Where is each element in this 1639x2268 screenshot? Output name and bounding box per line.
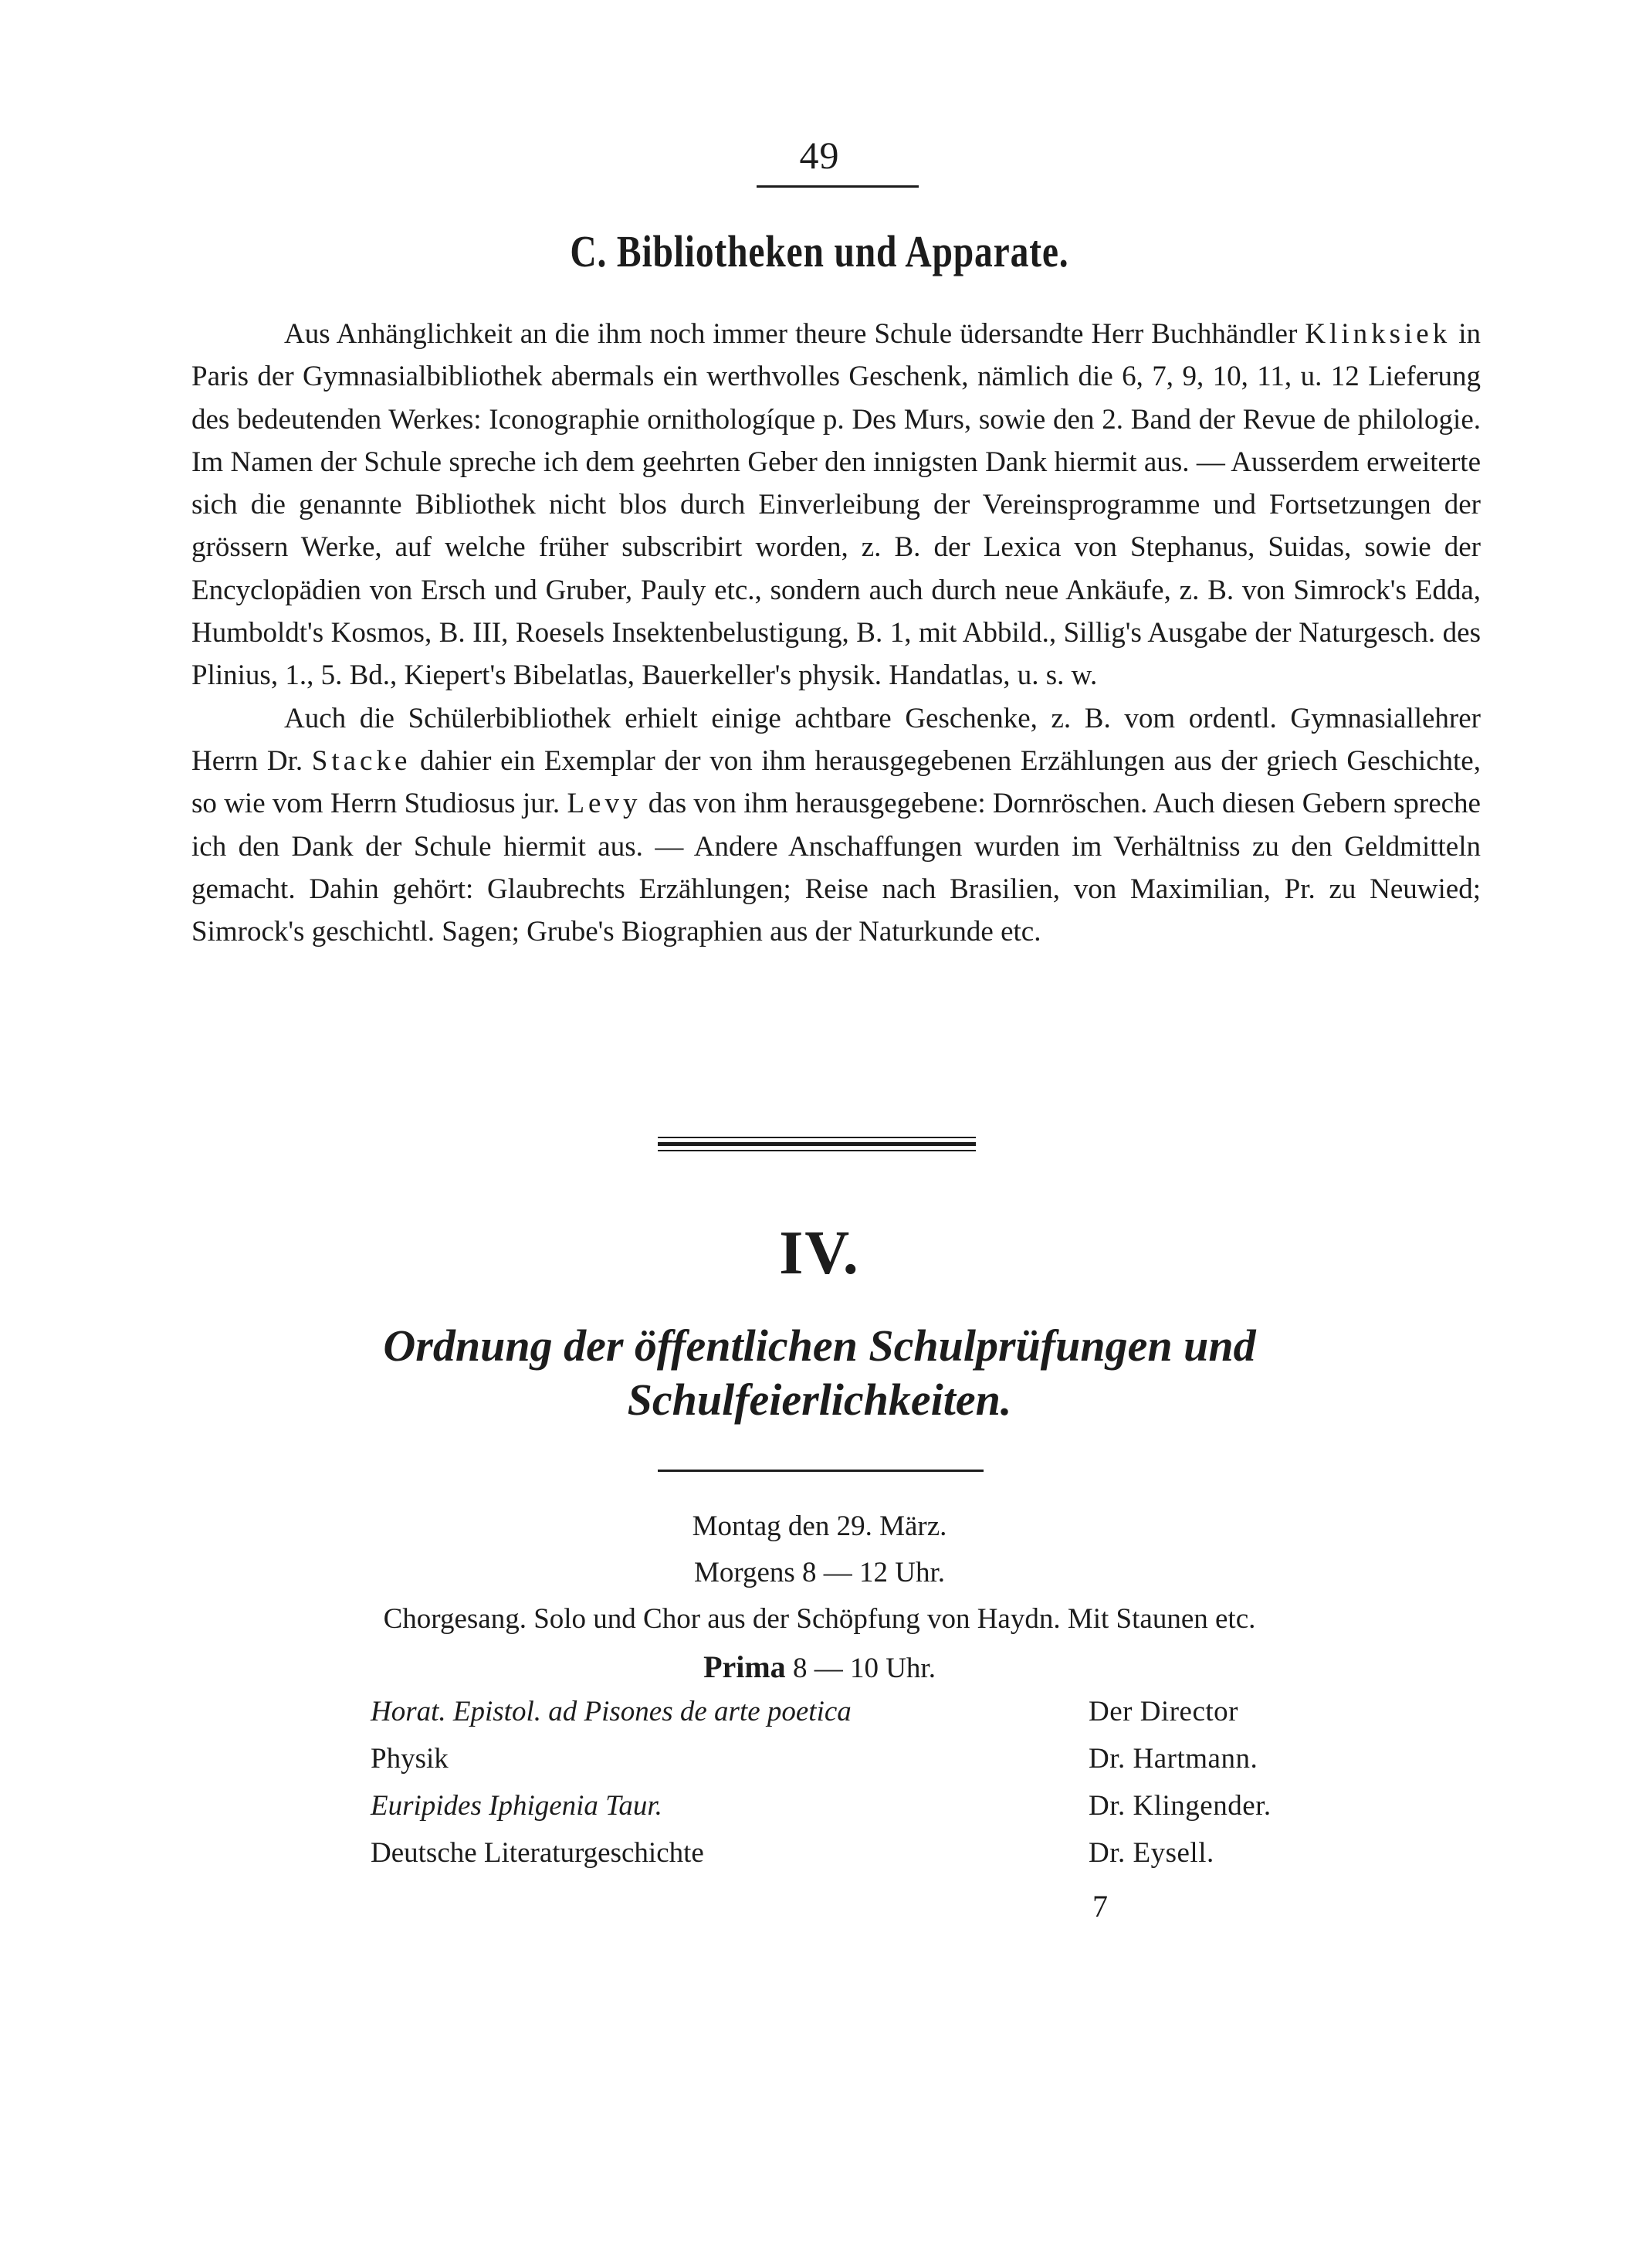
schedule-teacher: Dr. Hartmann. <box>1089 1743 1258 1775</box>
class-name: Prima <box>703 1649 786 1684</box>
text-run: Aus Anhänglichkeit an die ihm noch immer theure Schule üdersandte Herr Buchhändler <box>284 318 1305 350</box>
class-time: 8 — 10 Uhr. <box>792 1653 936 1684</box>
schedule-teacher: Dr. Klingender. <box>1089 1790 1272 1822</box>
page-number-rule <box>757 185 919 188</box>
schedule-subject: Horat. Epistol. ad Pisones de arte poetica <box>371 1696 852 1727</box>
schedule-subject: Euripides Iphigenia Taur. <box>371 1790 662 1822</box>
exam-date: Montag den 29. März. <box>692 1510 947 1542</box>
library-report-text <box>191 313 1481 953</box>
schedule-teacher: Der Director <box>1089 1696 1238 1727</box>
spaced-name: Levy <box>567 788 642 820</box>
schedule-teacher: Dr. Eysell. <box>1089 1837 1214 1869</box>
spaced-name: Stacke <box>311 744 411 777</box>
text-run: das von ihm herausgegebene: Dornröschen. Auch diesen Gebern spreche ich den Dank der Schule hiermit aus. — Andere Anschaffungen wurden im Verhältniss zu den Geldmitteln gemacht. Dahin gehört: Glaubrechts Erzählungen; Reise nach Brasilien, von Maximilian, Pr. zu Neuwied; Simrock's geschichtl. Sagen; Grube's Biographien aus der Naturkunde etc. <box>191 788 1481 948</box>
section-heading: C. Bibliotheken und Apparate. <box>570 226 1069 276</box>
text-run: in Paris der Gymnasialbibliothek abermals ein werthvolles Geschenk, nämlich die 6, 7, 9, 10, 11, u. 12 Lieferung des bedeutenden Werkes: Iconographie ornithologíque p. Des Murs, sowie den 2. Band der Revue de philologie. Im Namen der Schule spreche ich dem geehrten Geber den innigsten Dank hiermit aus. — Ausserdem erweiterte sich die genannte Bibliothek nicht blos durch Einverleibung der Vereinsprogramme und Fortsetzungen der grössern Werke, auf welche früher subscribirt worden, z. B. der Lexica von Stephanus, Suidas, sowie der Encyclopädien von Ersch und Gruber, Pauly etc., sondern auch durch neue Ankäufe, z. B. von Simrock's Edda, Humboldt's Kosmos, B. III, Roesels Insektenbelustigung, B. 1, mit Abbild., Sillig's Ausgabe der Naturgesch. des Plinius, 1., 5. Bd., Kiepert's Bibelatlas, Bauerkeller's physik. Handatlas, u. s. w. <box>191 318 1481 692</box>
opening-performance: Chorgesang. Solo und Chor aus der Schöpfung von Haydn. Mit Staunen etc. <box>383 1603 1256 1635</box>
signature-mark: 7 <box>1092 1889 1108 1924</box>
text-run: Auch die Schülerbibliothek erhielt einige achtbare Geschenke, z. B. vom ordentl. Gymnasiallehrer Herrn Dr. <box>191 702 1481 777</box>
exam-schedule <box>371 1695 1390 1883</box>
schedule-row <box>371 1789 1390 1836</box>
part-numeral: IV. <box>779 1219 860 1287</box>
class-heading <box>0 1649 1639 1685</box>
schedule-row <box>371 1742 1390 1789</box>
paragraph-2 <box>191 697 1481 954</box>
part-title-line-1: Ordnung der öffentlichen Schulprüfungen und <box>383 1320 1256 1371</box>
exam-time: Morgens 8 — 12 Uhr. <box>693 1557 946 1588</box>
part-title <box>0 1319 1639 1427</box>
schedule-row <box>371 1836 1390 1883</box>
spaced-name: Klinksiek <box>1305 318 1451 350</box>
title-rule <box>658 1470 984 1472</box>
ornamental-divider <box>658 1137 976 1155</box>
part-title-line-2: Schulfeierlichkeiten. <box>627 1375 1012 1425</box>
schedule-subject: Physik <box>371 1743 449 1775</box>
schedule-row <box>371 1695 1390 1742</box>
page-number: 49 <box>799 134 840 177</box>
text-run: dahier ein Exemplar der von ihm herausgegebenen Erzählungen aus der griech Geschichte, so wie vom Herrn Studiosus jur. <box>191 744 1481 820</box>
paragraph-1 <box>191 313 1481 697</box>
schedule-subject: Deutsche Literaturgeschichte <box>371 1837 704 1869</box>
